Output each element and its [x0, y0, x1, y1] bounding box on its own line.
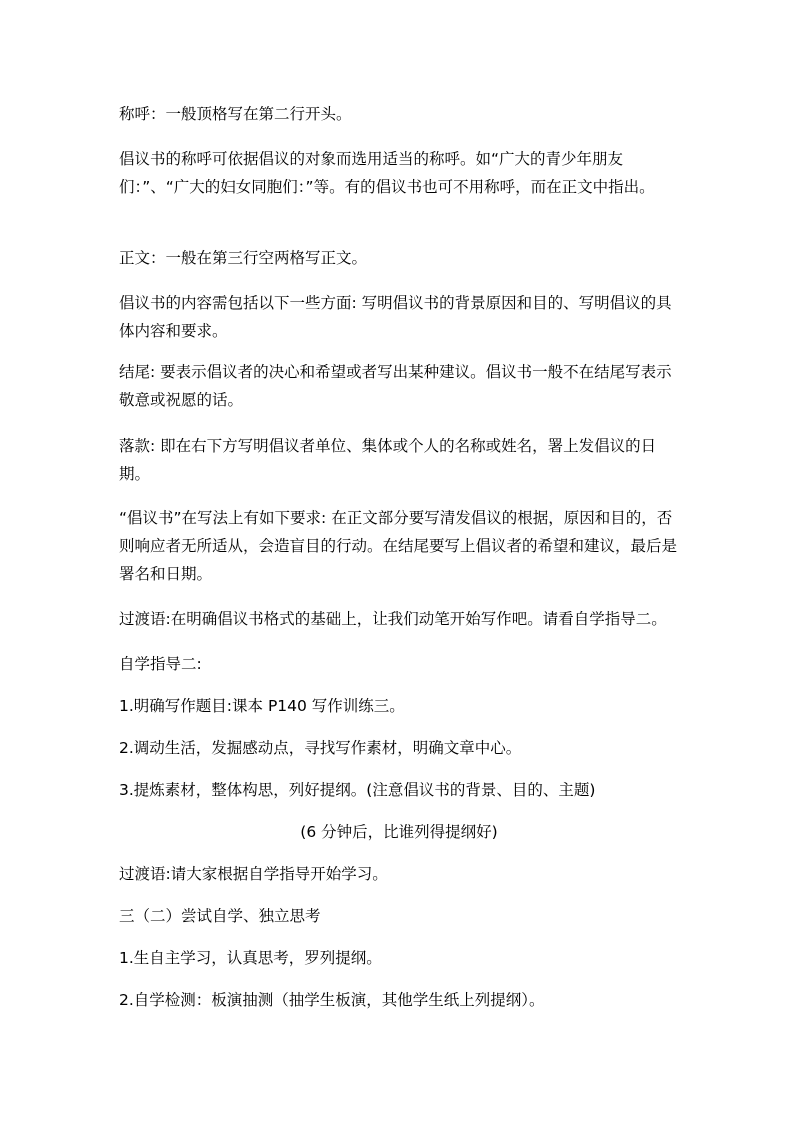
- paragraph-body-content: 倡议书的内容需包括以下一些方面: 写明倡议书的背景原因和目的、写明倡议的具体内容和要求。: [119, 294, 672, 340]
- paragraph-transition-1: 过渡语:在明确倡议书格式的基础上，让我们动笔开始写作吧。请看自学指导二。: [119, 610, 667, 628]
- list-item-guide-2: 2.调动生活，发掘感动点，寻找写作素材，明确文章中心。: [119, 739, 522, 757]
- paragraph-salutation: 称呼：一般顶格写在第二行开头。: [119, 105, 352, 123]
- list-item-self-study-1: 1.生自主学习，认真思考，罗列提纲。: [119, 949, 382, 967]
- paragraph-body-format: 正文：一般在第三行空两格写正文。: [119, 249, 368, 267]
- list-item-guide-3: 3.提炼素材，整体构思，列好提纲。(注意倡议书的背景、目的、主题): [119, 781, 596, 799]
- paragraph-guide-heading: 自学指导二:: [119, 655, 202, 673]
- list-item-guide-1: 1.明确写作题目:课本 P140 写作训练三。: [119, 697, 405, 715]
- paragraph-time-note: (6 分钟后，比谁列得提纲好): [300, 823, 498, 841]
- section-heading-try-self-study: 三（二）尝试自学、独立思考: [119, 907, 321, 925]
- paragraph-signature: 落款: 即在右下方写明倡议者单位、集体或个人的名称或姓名，署上发倡议的日期。: [119, 437, 657, 483]
- paragraph-writing-requirements: “倡议书”在写法上有如下要求: 在正文部分要写清发倡议的根据，原因和目的，否则响应者无所适从，会造盲目的行动。在结尾要写上倡议者的希望和建议，最后是署名和日期。: [119, 509, 678, 583]
- list-item-self-study-2: 2.自学检测：板演抽测（抽学生板演，其他学生纸上列提纲）。: [119, 991, 545, 1009]
- paragraph-ending: 结尾: 要表示倡议者的决心和希望或者写出某种建议。倡议书一般不在结尾写表示敬意或祝愿的话。: [119, 363, 672, 409]
- paragraph-transition-2: 过渡语:请大家根据自学指导开始学习。: [119, 865, 388, 883]
- paragraph-salutation-detail: 倡议书的称呼可依据倡议的对象而选用适当的称呼。如“广大的青少年朋友们：”、“广大的妇女同胞们：”等。有的倡议书也可不用称呼，而在正文中指出。: [119, 150, 655, 196]
